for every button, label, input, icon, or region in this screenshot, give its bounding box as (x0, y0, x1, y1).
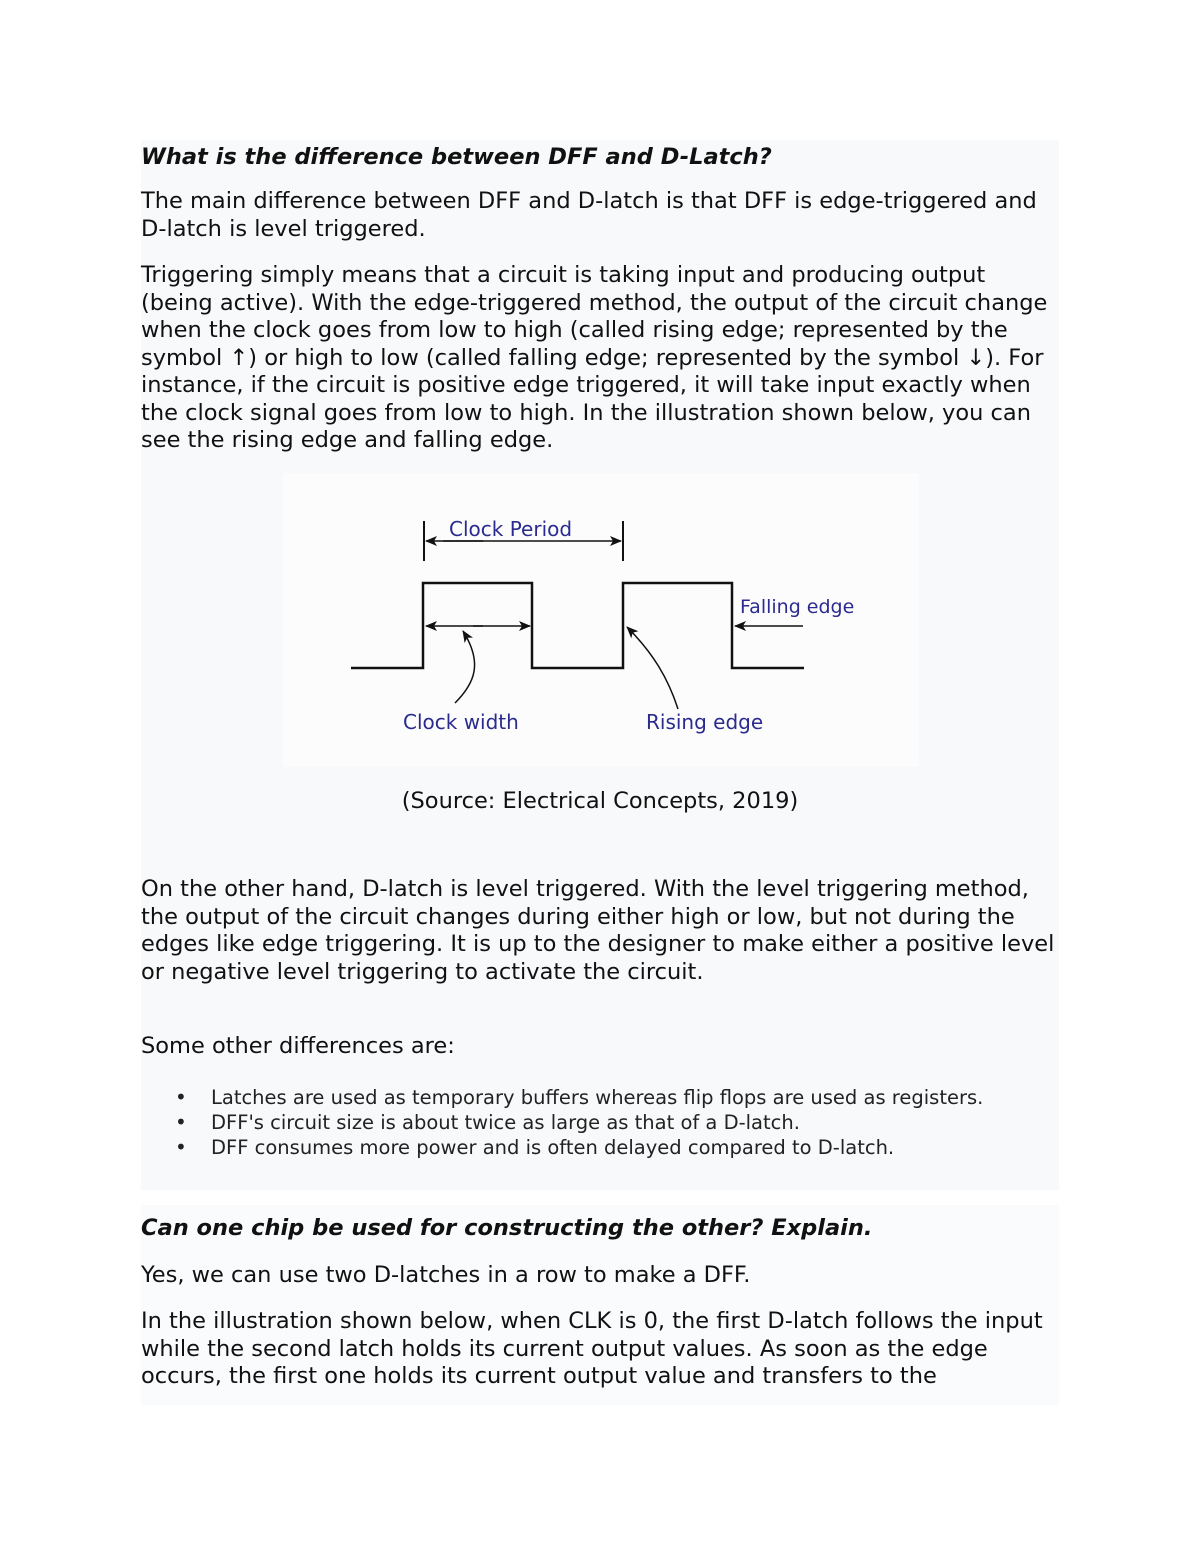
figure-caption: (Source: Electrical Concepts, 2019) (401, 788, 799, 814)
paragraph-main-difference: The main difference between DFF and D-latch is that DFF is edge-triggered and D-latch is level triggered. (141, 188, 1037, 242)
label-falling-edge: Falling edge (740, 596, 855, 618)
clock-diagram (283, 473, 919, 767)
label-rising-edge: Rising edge (646, 710, 764, 734)
label-clock-width: Clock width (403, 710, 519, 734)
differences-list (141, 1085, 1059, 1160)
clock-diagram-figure (283, 473, 919, 767)
paragraph-clk-illustration: In the illustration shown below, when CLK is 0, the first D-latch follows the input while the second latch holds its current output values. As soon as the edge occurs, the first one holds its current output value and transfers to the (141, 1308, 1043, 1389)
heading-construct-other: Can one chip be used for constructing the other? Explain. (141, 1215, 873, 1241)
rising-pointer (627, 627, 678, 709)
paragraph-triggering: Triggering simply means that a circuit is taking input and producing output (being active). With the edge-triggered method, the output of the circuit change when the clock goes from low to high (called rising edge; represented by the symbol ↑) or high to low (called falling edge; represented by the symbol ↓). For instance, if the circuit is positive edge triggered, it will take input exactly when the clock signal goes from low to high. In the illustration shown below, you can see the rising edge and falling edge. (141, 262, 1048, 453)
list-item: • Latches are used as temporary buffers whereas flip flops are used as registers. (211, 1085, 1059, 1110)
paragraph-level-triggered: On the other hand, D-latch is level triggered. With the level triggering method, the output of the circuit changes during either high or low, but not during the edges like edge triggering. It is up to the designer to make either a positive level or negative level triggering to activate the circuit. (141, 876, 1055, 985)
width-pointer (455, 631, 475, 703)
paragraph-two-dlatches: Yes, we can use two D-latches in a row to make a DFF. (141, 1262, 751, 1288)
paragraph-other-differences: Some other differences are: (141, 1033, 455, 1059)
list-item: • DFF's circuit size is about twice as large as that of a D-latch. (211, 1110, 1059, 1135)
label-clock-period: Clock Period (449, 517, 573, 541)
list-item: • DFF consumes more power and is often delayed compared to D-latch. (211, 1135, 1059, 1160)
heading-dff-vs-dlatch: What is the difference between DFF and D-Latch? (141, 144, 772, 170)
